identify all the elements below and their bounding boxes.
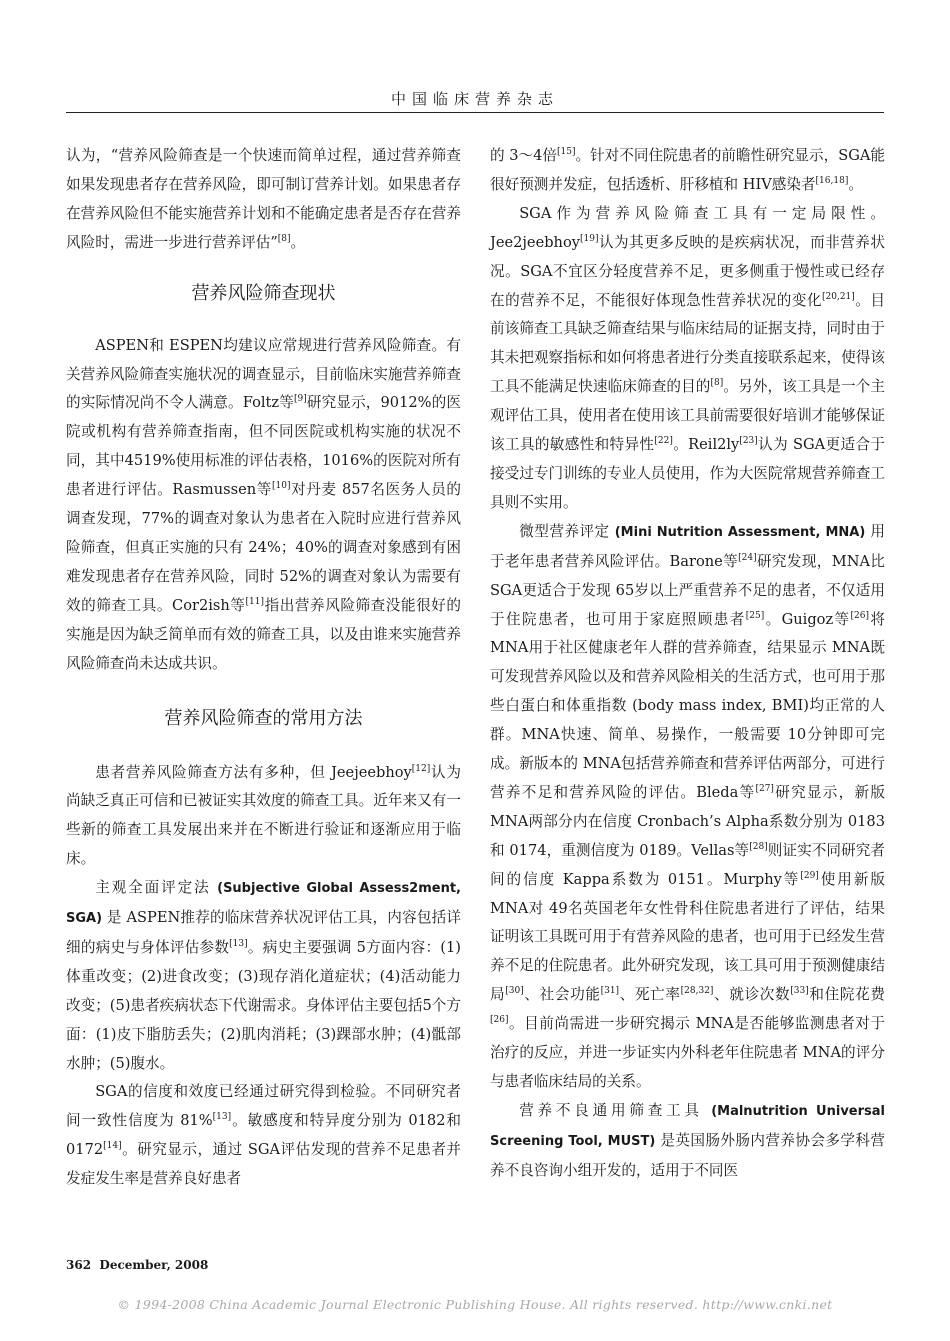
right-column bbox=[490, 142, 885, 1186]
citation[interactable]: [27] bbox=[755, 784, 774, 795]
citation[interactable]: [33] bbox=[790, 986, 809, 997]
citation[interactable]: [13] bbox=[212, 1112, 232, 1123]
citation[interactable]: [14] bbox=[103, 1141, 122, 1152]
term-english: (Subjective Global Assess2ment, SGA) bbox=[66, 881, 461, 927]
journal-title: 中国临床营养杂志 bbox=[390, 90, 559, 108]
citation[interactable]: [13] bbox=[229, 939, 248, 950]
citation[interactable]: [31] bbox=[600, 986, 620, 997]
citation[interactable]: [8] bbox=[277, 233, 291, 244]
left-column bbox=[66, 142, 461, 1194]
citation[interactable]: [30] bbox=[505, 986, 524, 997]
paragraph: 的 3～4倍[15]。针对不同住院患者的前瞻性研究显示，SGA能很好预测并发症，包括透析、肝移植和 HIV感染者[16,18]。 bbox=[490, 147, 885, 193]
citation[interactable]: [9] bbox=[293, 394, 307, 405]
citation[interactable]: [15] bbox=[557, 147, 576, 158]
citation[interactable]: [11] bbox=[245, 596, 265, 607]
paragraph: ASPEN和 ESPEN均建议应常规进行营养风险筛查。有关营养风险筛查实施状况的调查显示，目前临床实施营养筛查的实际情况尚不令人满意。Foltz等[9]研究显示，9012%的医院或机构有营养筛查指南，但不同医院或机构实施的状况不同，其中4519%使用标准的评估表格，1016%的医院对所有患者进行评估。Rasmussen等[10]对丹麦 857名医务人员的调查发现，77%的调查对象认为患者在入院时应进行营养风险筛查，但真正实施的只有 24%；40%的调查对象感到有困难发现患者存在营养风险，同时 52%的调查对象认为需要有效的筛查工具。Cor2ish等[11]指出营养风险筛查没能很好的实施是因为缺乏简单而有效的筛查工具，以及由谁来实施营养风险筛查尚未达成共识。 bbox=[66, 336, 462, 672]
citation[interactable]: [10] bbox=[272, 481, 291, 492]
citation[interactable]: [29] bbox=[800, 870, 819, 881]
page-number: 362 bbox=[66, 1258, 92, 1272]
paragraph: 营养不良通用筛查工具 (Malnutrition Universal Screening Tool, MUST) 是英国肠外肠内营养协会多学科营养不良咨询小组开发的，适用于不同医 bbox=[490, 1101, 886, 1179]
citation[interactable]: [12] bbox=[411, 763, 431, 774]
citation[interactable]: [26] bbox=[850, 610, 869, 621]
paragraph: 微型营养评定 (Mini Nutrition Assessment, MNA) 用于老年患者营养风险评估。Barone等[24]研究发现，MNA比 SGA更适合于发现 65岁以上严重营养不足的患者，不仅适用于住院患者，也可用于家庭照顾患者[25]。Guigoz等[26]将 MNA用于社区健康老年人群的营养筛查，结果显示 MNA既可发现营养风险以及和营养风险相关的生活方式，也可用于那些白蛋白和体重指数 (body mass index, BMI)均正常的人群。MNA快速、简单、易操作，一般需要 10分钟即可完成。新版本的 MNA包括营养筛查和营养评估两部分，可进行营养不足和营养风险的评估。Bleda等[27]研究显示，新版 MNA两部分内在信度 Cronbach’s Alpha系数分别为 0183和 0174，重测信度为 0189。Vellas等[28]则证实不同研究者间的信度 Kappa系数为 0151。Murphy等[29]使用新版 MNA对 49名英国老年女性骨科住院患者进行了评估，结果证明该工具既可用于有营养风险的患者，也可用于已经发生营养不足的住院患者。此外研究发现，该工具可用于预测健康结局[30]、社会功能[31]、死亡率[28,32]、就诊次数[33]和住院花费[26]。目前尚需进一步研究揭示 MNA是否能够监测患者对于治疗的反应，并进一步证实内外科老年住院患者 MNA的评分与患者临床结局的关系。 bbox=[490, 522, 886, 1090]
citation[interactable]: [19] bbox=[579, 233, 599, 244]
section-heading: 营养风险筛查的常用方法 bbox=[164, 707, 363, 729]
citation[interactable]: [8] bbox=[710, 378, 724, 389]
paragraph: 认为，“营养风险筛查是一个快速而简单过程，通过营养筛查如果发现患者存在营养风险，即可制订营养计划。如果患者存在营养风险但不能实施营养计划和不能确定患者是否存在营养风险时，需进一步进行营养评估”[8]。 bbox=[66, 147, 461, 251]
section-heading: 营养风险筛查现状 bbox=[191, 282, 336, 304]
citation[interactable]: [26] bbox=[490, 1015, 509, 1026]
citation[interactable]: [20,21] bbox=[822, 291, 855, 302]
citation[interactable]: [22] bbox=[654, 436, 673, 447]
citation[interactable]: [28] bbox=[749, 841, 768, 852]
citation[interactable]: [28,32] bbox=[680, 986, 714, 997]
copyright-notice: © 1994-2008 China Academic Journal Electronic Publishing House. All rights reserved. http://www.cnki.net bbox=[117, 1297, 833, 1312]
term-english: (Malnutrition Universal Screening Tool, MUST) bbox=[490, 1103, 885, 1149]
citation[interactable]: [25] bbox=[745, 610, 765, 621]
citation[interactable]: [24] bbox=[738, 552, 757, 563]
header-rule bbox=[66, 112, 884, 113]
paragraph: SGA作为营养风险筛查工具有一定局限性。Jee2jeebhoy[19]认为其更多反映的是疾病状况，而非营养状况。SGA不宜区分轻度营养不足，更多侧重于慢性或已经存在的营养不足，不能很好体现急性营养状况的变化[20,21]。目前该筛查工具缺乏筛查结果与临床结局的证据支持，同时由于其未把观察指标和如何将患者进行分类直接联系起来，使得该工具不能满足快速临床筛查的目的[8]。另外，该工具是一个主观评估工具，使用者在使用该工具前需要很好培训才能够保证该工具的敏感性和特异性[22]。Reil2ly[23]认为 SGA更适合于接受过专门训练的专业人员使用，作为大医院常规营养筛查工具则不实用。 bbox=[490, 204, 885, 511]
paragraph: 主观全面评定法 (Subjective Global Assess2ment, SGA) 是 ASPEN推荐的临床营养状况评估工具，内容包括详细的病史与身体评估参数[13]。病史主要强调 5方面内容：(1)体重改变；(2)进食改变；(3)现存消化道症状；(4)活动能力改变；(5)患者疾病状态下代谢需求。身体评估主要包括5个方面：(1)皮下脂肪丢失；(2)肌肉消耗；(3)踝部水肿；(4)骶部水肿；(5)腹水。 bbox=[66, 879, 462, 1072]
citation[interactable]: [23] bbox=[739, 436, 758, 447]
paragraph: SGA的信度和效度已经通过研究得到检验。不同研究者间一致性信度为 81%[13]。敏感度和特异度分别为 0182和 0172[14]。研究显示，通过 SGA评估发现的营养不足患者并发症发生率是营养良好患者 bbox=[66, 1083, 462, 1188]
issue-date: December, 2008 bbox=[99, 1258, 209, 1272]
term-english: (Mini Nutrition Assessment, MNA) bbox=[614, 524, 866, 540]
page-footer bbox=[66, 1258, 208, 1272]
citation[interactable]: [16,18] bbox=[815, 176, 849, 187]
paragraph: 患者营养风险筛查方法有多种，但 Jeejeebhoy[12]认为尚缺乏真正可信和已被证实其效度的筛查工具。近年来又有一些新的筛查工具发展出来并在不断进行验证和逐渐应用于临床。 bbox=[66, 763, 461, 868]
